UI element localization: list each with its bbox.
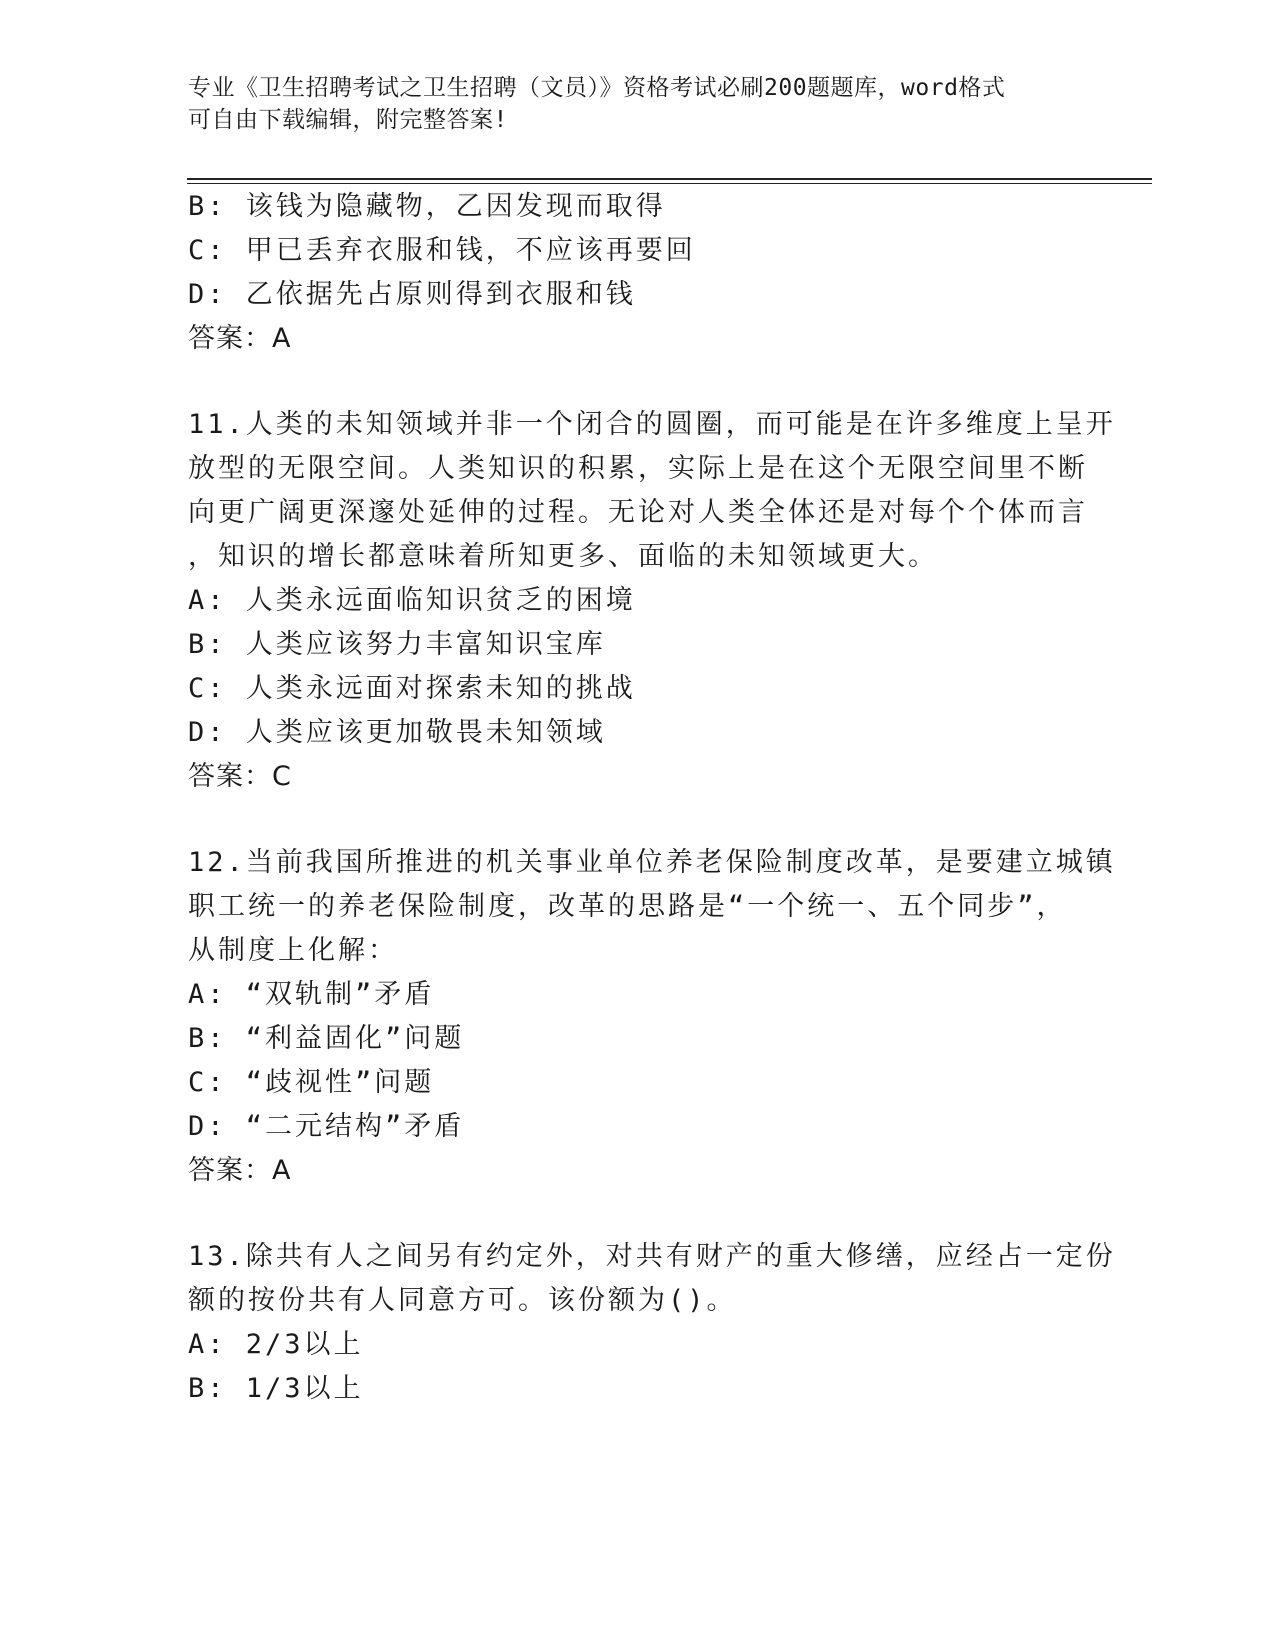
q12-option-d: D: “二元结构”矛盾 — [188, 1111, 465, 1142]
q13-option-b: B: 1/3以上 — [188, 1373, 364, 1404]
header-divider-thick — [187, 178, 1152, 180]
header-divider-thin — [187, 183, 1152, 184]
q11-answer: 答案：C — [188, 761, 292, 792]
q12-answer: 答案：A — [188, 1155, 292, 1186]
header-title-line-2: 可自由下载编辑，附完整答案! — [188, 107, 508, 133]
q11-stem-line-2: 放型的无限空间。人类知识的积累，实际上是在这个无限空间里不断 — [188, 453, 1088, 484]
header-title-line-1: 专业《卫生招聘考试之卫生招聘（文员）》资格考试必刷200题题库，word格式 — [188, 75, 1006, 101]
q13-option-a: A: 2/3以上 — [188, 1329, 364, 1360]
q11-option-d: D: 人类应该更加敬畏未知领域 — [188, 717, 606, 748]
q11-option-b: B: 人类应该努力丰富知识宝库 — [188, 629, 606, 660]
q12-option-a: A: “双轨制”矛盾 — [188, 979, 435, 1010]
q10-answer: 答案：A — [188, 323, 292, 354]
q12-option-b: B: “利益固化”问题 — [188, 1023, 465, 1054]
q10-option-d: D: 乙依据先占原则得到衣服和钱 — [188, 279, 636, 310]
q12-stem-line-2: 职工统一的养老保险制度，改革的思路是“一个统一、五个同步”， — [188, 891, 1067, 922]
q12-option-c: C: “歧视性”问题 — [188, 1067, 435, 1098]
q11-option-c: C: 人类永远面对探索未知的挑战 — [188, 673, 636, 704]
q13-stem-line-2: 额的按份共有人同意方可。该份额为()。 — [188, 1285, 737, 1316]
q12-stem-line-1: 12.当前我国所推进的机关事业单位养老保险制度改革，是要建立城镇 — [188, 847, 1116, 878]
q13-stem-line-1: 13.除共有人之间另有约定外，对共有财产的重大修缮，应经占一定份 — [188, 1241, 1116, 1272]
document-header — [188, 72, 1088, 136]
q11-stem-line-1: 11.人类的未知领域并非一个闭合的圆圈，而可能是在许多维度上呈开 — [188, 409, 1116, 440]
q11-option-a: A: 人类永远面临知识贫乏的困境 — [188, 585, 636, 616]
q11-stem-line-3: 向更广阔更深邃处延伸的过程。无论对人类全体还是对每个个体而言 — [188, 497, 1088, 528]
q11-stem-line-4: ，知识的增长都意味着所知更多、面临的未知领域更大。 — [188, 541, 938, 572]
q12-stem-line-3: 从制度上化解： — [188, 935, 398, 966]
q10-option-b: B: 该钱为隐藏物，乙因发现而取得 — [188, 191, 666, 222]
q10-option-c: C: 甲已丢弃衣服和钱，不应该再要回 — [188, 235, 696, 266]
